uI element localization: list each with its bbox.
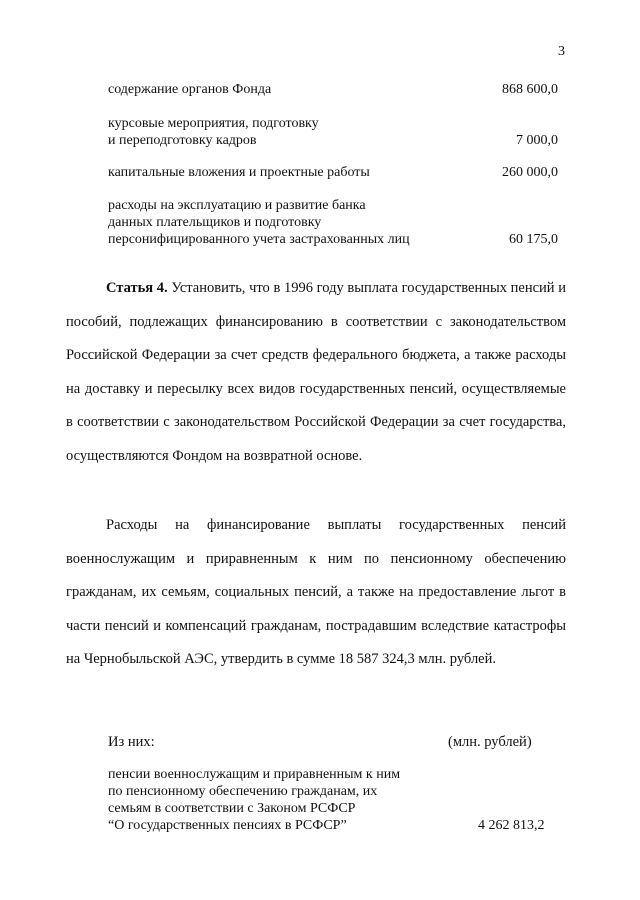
budget-item-amount: 7 000,0 <box>516 133 558 148</box>
article-4-heading: Статья 4. <box>106 280 168 296</box>
budget-item-fund-bodies <box>108 81 558 98</box>
budget-item-capital-investments <box>108 164 558 181</box>
unit-label: (млн. рублей) <box>448 734 532 750</box>
military-pension-amount: 4 262 813,2 <box>478 818 545 833</box>
military-pension-label: пенсии военнослужащим и приравненным к ним по пенсионному обеспечению гражданам, их семьям в соответствии с Законом РСФСР “О государственных пенсиях в РСФСР” <box>108 767 401 833</box>
budget-item-training <box>108 115 558 149</box>
budget-item-label: расходы на эксплуатацию и развитие банка данных плательщиков и подготовку персонифицированного учета застрахованных лиц <box>108 198 410 247</box>
budget-item-label: курсовые мероприятия, подготовку и переподготовку кадров <box>108 116 319 148</box>
budget-item-label: содержание органов Фонда <box>108 82 272 97</box>
budget-item-amount: 60 175,0 <box>509 232 558 247</box>
budget-item-database <box>108 197 558 248</box>
article-4-paragraph <box>66 272 566 474</box>
of-them-label: Из них: <box>108 734 155 750</box>
pension-expenses-paragraph <box>66 509 566 677</box>
budget-item-amount: 260 000,0 <box>502 165 558 180</box>
pension-expenses-text: Расходы на финансирование выплаты государственных пенсий военнослужащим и приравненным к ним по пенсионному обеспечению гражданам, их семьям, социальных пенсий, а также на предоставление льгот в части пенсий и компенсаций гражданам, пострадавшим вследствие катастрофы на Чернобыльской АЭС, утвердить в сумме 18 587 324,3 млн. рублей. <box>66 517 566 668</box>
budget-item-amount: 868 600,0 <box>502 82 558 97</box>
budget-item-label: капитальные вложения и проектные работы <box>108 165 370 180</box>
article-4-text: Установить, что в 1996 году выплата государственных пенсий и пособий, подлежащих финансированию в соответствии с законодательством Российской Федерации за счет средств федерального бюджета, а также расходы на доставку и пересылку всех видов государственных пенсий, осуществляемые в соответствии с законодательством Российской Федерации за счет государства, осуществляются Фондом на возвратной основе. <box>66 280 566 464</box>
page-number: 3 <box>558 44 565 59</box>
